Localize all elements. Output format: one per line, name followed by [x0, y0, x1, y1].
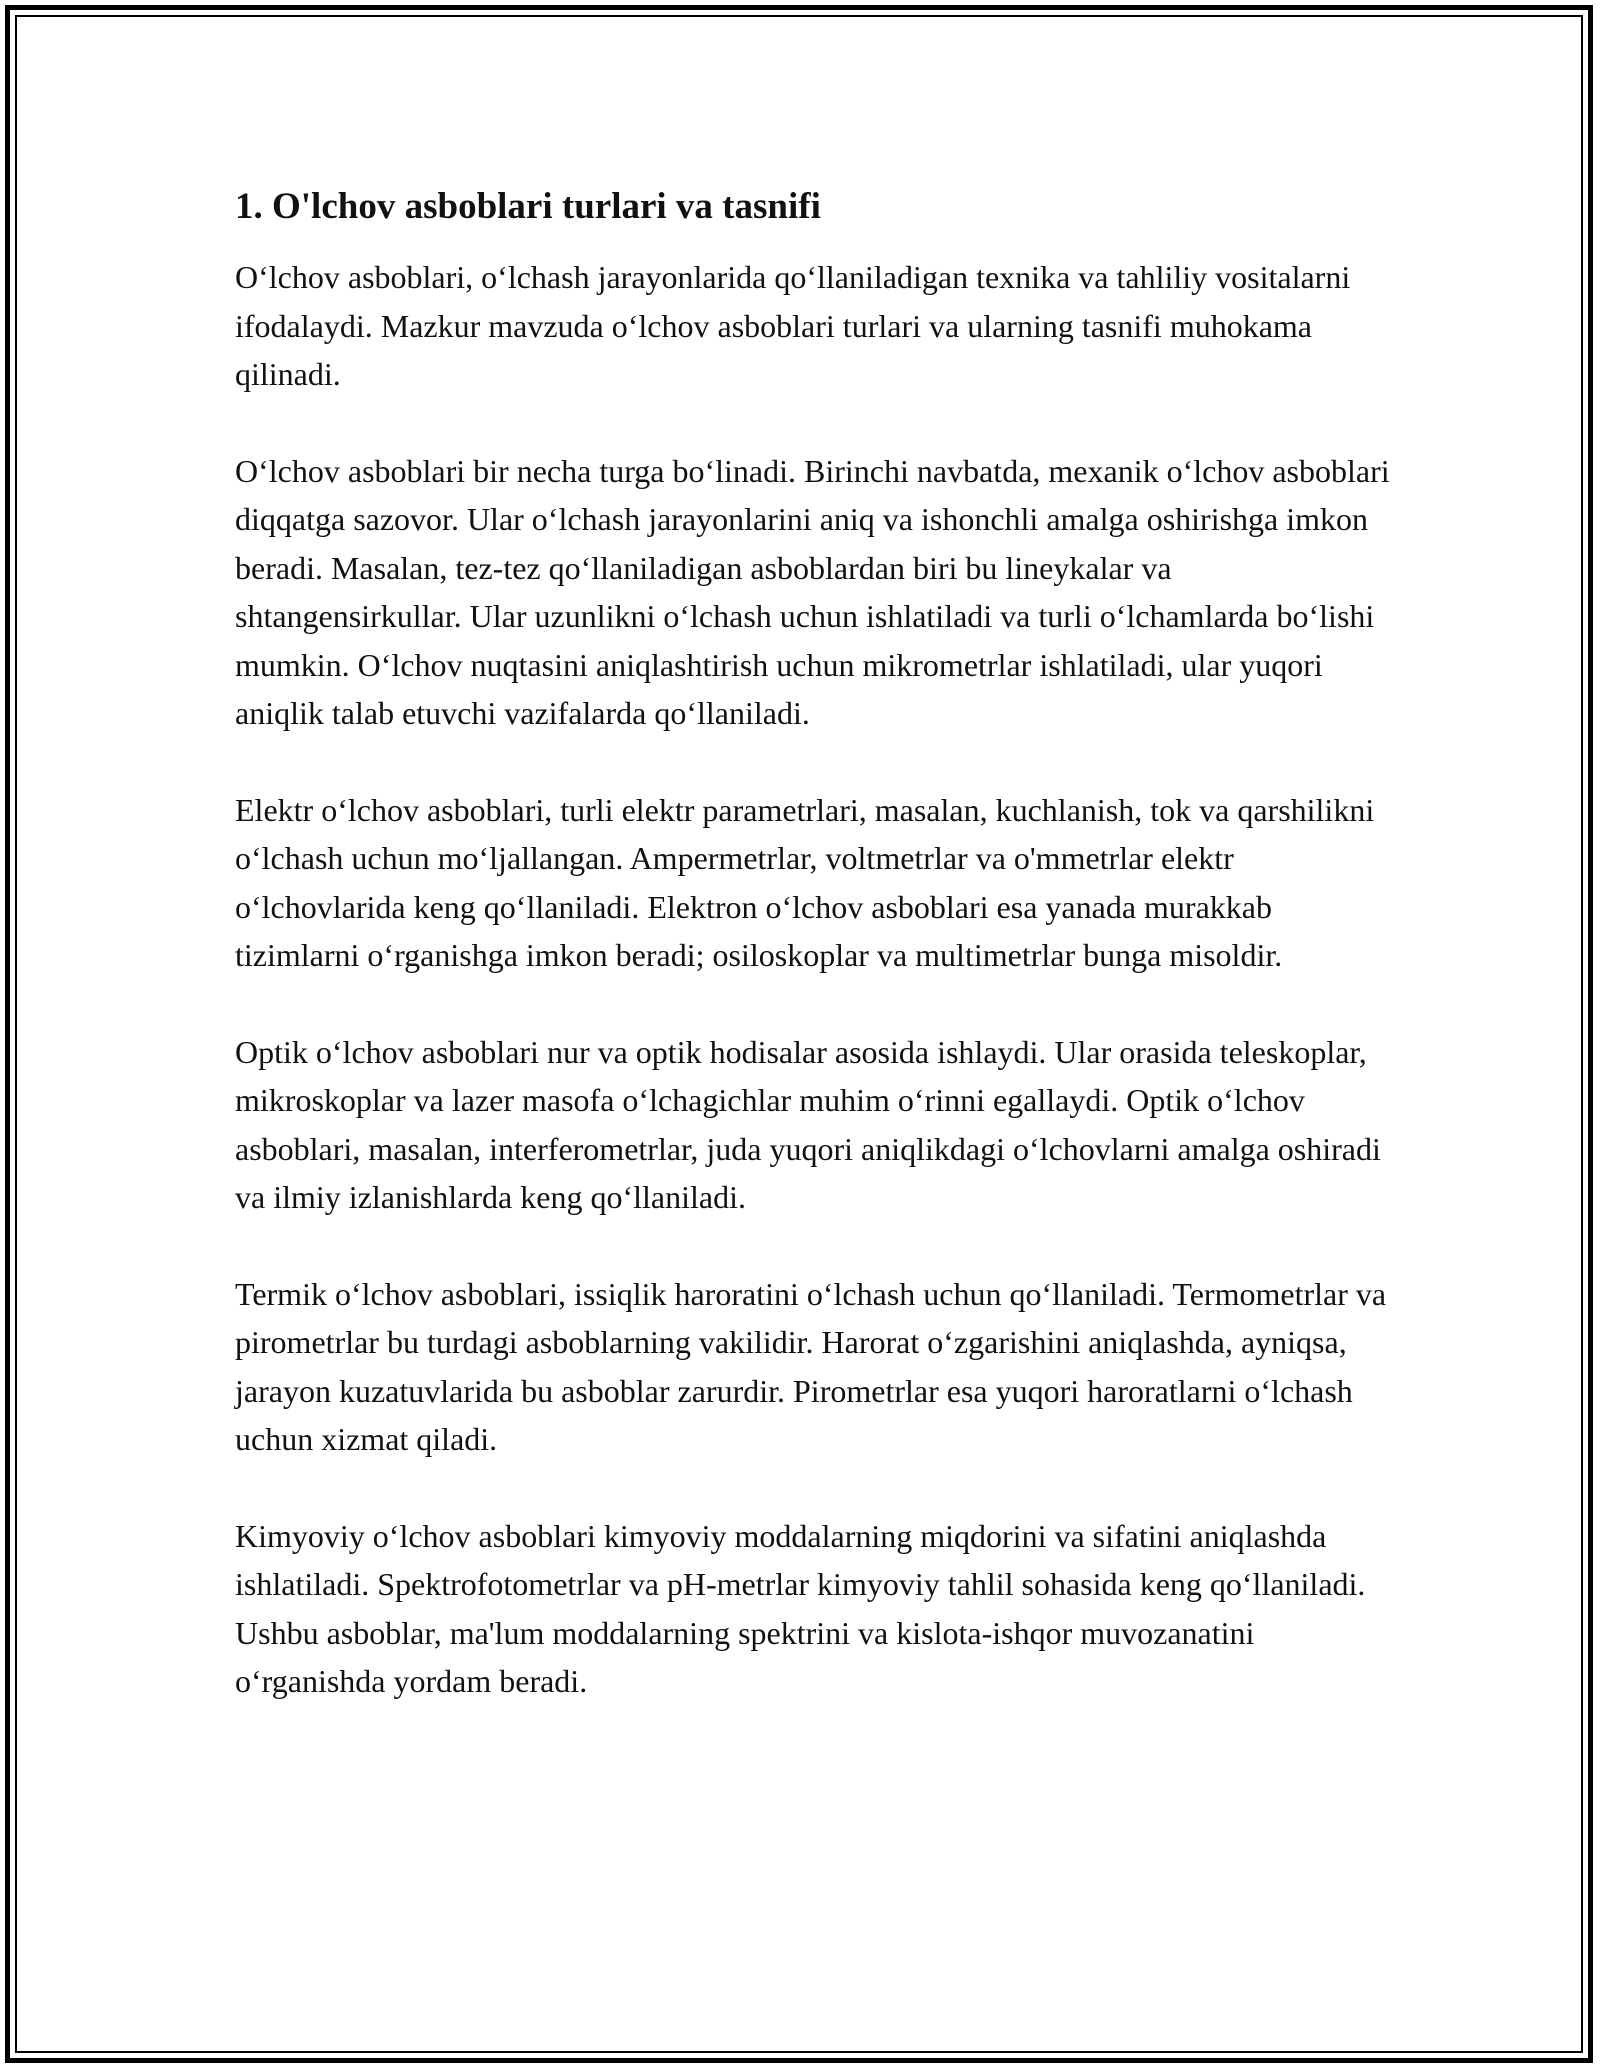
- paragraph-mechanical: Oʻlchov asboblari bir necha turga boʻlinadi. Birinchi navbatda, mexanik oʻlchov asboblari diqqatga sazovor. Ular oʻlchash jarayonlarini aniq va ishonchli amalga oshirishga imkon beradi. Masalan, tez-tez qoʻllaniladigan asboblardan biri bu lineykalar va shtangensirkullar. Ular uzunlikni oʻlchash uchun ishlatiladi va turli oʻlchamlarda boʻlishi mumkin. Oʻlchov nuqtasini aniqlashtirish uchun mikrometrlar ishlatiladi, ular yuqori aniqlik talab etuvchi vazifalarda qoʻllaniladi.: [235, 452, 1390, 731]
- paragraph-optical: Optik oʻlchov asboblari nur va optik hodisalar asosida ishlaydi. Ular orasida teleskoplar, mikroskoplar va lazer masofa oʻlchagichlar muhim oʻrinni egallaydi. Optik oʻlchov asboblari, masalan, interferometrlar, juda yuqori aniqlikdagi oʻlchovlarni amalga oshiradi va ilmiy izlanishlarda keng qoʻllaniladi.: [235, 1033, 1381, 1215]
- paragraph-thermal: Termik oʻlchov asboblari, issiqlik haroratini oʻlchash uchun qoʻllaniladi. Termometrlar va pirometrlar bu turdagi asboblarning vakilidir. Harorat oʻzgarishini aniqlashda, ayniqsa, jarayon kuzatuvlarida bu asboblar zarurdir. Pirometrlar esa yuqori haroratlarni oʻlchash uchun xizmat qiladi.: [235, 1275, 1387, 1457]
- paragraph-electrical: Elektr oʻlchov asboblari, turli elektr parametrlari, masalan, kuchlanish, tok va qarshilikni oʻlchash uchun moʻljallangan. Ampermetrlar, voltmetrlar va o'mmetrlar elektr oʻlchovlarida keng qoʻllaniladi. Elektron oʻlchov asboblari esa yanada murakkab tizimlarni oʻrganishga imkon beradi; osiloskoplar va multimetrlar bunga misoldir.: [235, 791, 1375, 973]
- document-title: 1. O'lchov asboblari turlari va tasnifi: [235, 186, 821, 227]
- document-body: [235, 183, 1390, 1706]
- paragraph-chemical: Kimyoviy oʻlchov asboblari kimyoviy moddalarning miqdorini va sifatini aniqlashda ishlatiladi. Spektrofotometrlar va pH-metrlar kimyoviy tahlil sohasida keng qoʻllaniladi. Ushbu asboblar, ma'lum moddalarning spektrini va kislota-ishqor muvozanatini oʻrganishda yordam beradi.: [235, 1517, 1366, 1699]
- paragraph-intro: Oʻlchov asboblari, oʻlchash jarayonlarida qoʻllaniladigan texnika va tahliliy vositalarni ifodalaydi. Mazkur mavzuda oʻlchov asboblari turlari va ularning tasnifi muhokama qilinadi.: [235, 259, 1351, 392]
